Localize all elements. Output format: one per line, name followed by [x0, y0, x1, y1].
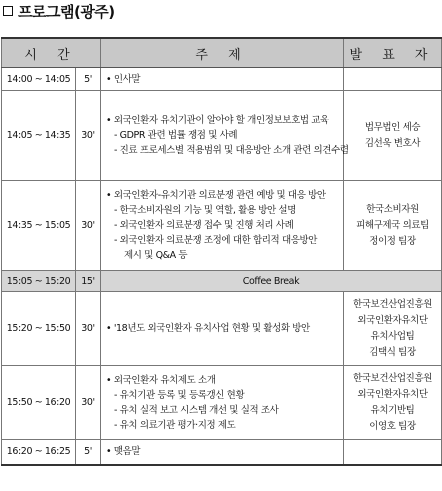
- topic-cell: [101, 91, 349, 181]
- speaker-line: 한국보건산업진흥원: [353, 298, 432, 310]
- duration-cell: 5': [76, 68, 101, 91]
- topic-subitem: - GDPR 관련 법률 쟁점 및 사례: [114, 130, 238, 141]
- duration-cell: 30': [76, 292, 101, 366]
- duration-cell: 5': [76, 440, 101, 465]
- topic-bullet: • 맺음말: [106, 446, 141, 458]
- duration-cell: 30': [76, 91, 101, 181]
- time-cell: 14:00 ~ 14:05: [2, 68, 76, 91]
- speaker-line: 유치사업팀: [370, 330, 415, 342]
- topic-bullet: • '18년도 외국인환자 유치사업 현황 및 활성화 방안: [106, 323, 310, 334]
- header-time: 시 간: [2, 38, 101, 68]
- topic-subitem: - 진료 프로세스별 적용범위 및 대응방안 소개 관련 의견수렴: [114, 145, 349, 156]
- topic-subitem: - 외국인환자 의료분쟁 조정에 대한 합리적 대응방안: [114, 235, 318, 246]
- table-row-break: [2, 271, 442, 292]
- topic-cell: [101, 181, 344, 271]
- speaker-line: 유치기반팀: [370, 404, 415, 416]
- speaker-cell: [344, 68, 442, 91]
- topic-bullet: • 외국인환자-유치기관 의료분쟁 관련 예방 및 대응 방안: [106, 190, 326, 201]
- speaker-cell: [344, 366, 442, 440]
- speaker-line: 한국보건산업진흥원: [353, 372, 432, 384]
- table-row: [2, 181, 442, 271]
- time-cell: 14:05 ~ 14:35: [2, 91, 76, 181]
- speaker-cell: [344, 440, 442, 465]
- speaker-line: 정이정 팀장: [369, 235, 416, 247]
- coffee-break-cell: Coffee Break: [101, 271, 442, 292]
- speaker-line: 김선욱 변호사: [364, 137, 421, 149]
- topic-cell: [101, 366, 344, 440]
- table-row: [2, 440, 442, 465]
- topic-subitem: - 외국인환자 의료분쟁 접수 및 진행 처리 사례: [114, 220, 294, 231]
- table-row: [2, 68, 442, 91]
- speaker-line: 외국인환자유치단: [357, 388, 428, 400]
- table-header-row: [2, 38, 442, 68]
- time-cell: 16:20 ~ 16:25: [2, 440, 76, 465]
- topic-cell: [101, 68, 344, 91]
- duration-cell: 30': [76, 366, 101, 440]
- topic-bullet: • 인사말: [106, 73, 141, 85]
- topic-subitem-continued: 제시 및 Q&A 등: [124, 250, 188, 261]
- time-cell: 15:50 ~ 16:20: [2, 366, 76, 440]
- table-row: [2, 366, 442, 440]
- page-title-text: 프로그램(광주): [18, 2, 115, 21]
- speaker-cell: [344, 91, 442, 181]
- speaker-line: 김택식 팀장: [369, 346, 416, 358]
- program-table: [1, 37, 442, 466]
- topic-cell: [101, 292, 344, 366]
- checkbox-square-icon: [3, 6, 13, 16]
- topic-bullet: • 외국인환자 유치기관이 알아야 할 개인정보보호법 교육: [106, 115, 329, 126]
- topic-cell: [101, 440, 344, 465]
- topic-subitem: - 유치 의료기관 평가·지정 제도: [114, 419, 236, 431]
- speaker-line: 이영호 팀장: [369, 420, 416, 432]
- topic-subitem: - 유치 실적 보고 시스템 개선 및 실적 조사: [114, 404, 279, 416]
- topic-subitem: - 한국소비자원의 기능 및 역할, 활용 방안 설명: [114, 205, 296, 216]
- topic-subitem: - 유치기관 등록 및 등록갱신 현황: [114, 389, 245, 401]
- header-speaker: 발 표 자: [344, 38, 442, 68]
- speaker-line: 한국소비자원: [366, 203, 419, 215]
- time-cell: 14:35 ~ 15:05: [2, 181, 76, 271]
- header-topic: 주 제: [101, 38, 344, 68]
- time-cell: 15:20 ~ 15:50: [2, 292, 76, 366]
- speaker-line: 법무법인 세승: [364, 121, 421, 133]
- duration-cell: 15': [76, 271, 101, 292]
- page-title: [3, 1, 115, 21]
- topic-bullet: • 외국인환자 유치제도 소개: [106, 374, 216, 386]
- speaker-cell: [344, 292, 442, 366]
- speaker-cell: [344, 181, 442, 271]
- speaker-line: 외국인환자유치단: [357, 314, 428, 326]
- table-row: [2, 91, 442, 181]
- table-row: [2, 292, 442, 366]
- speaker-line: 피해구제국 의료팀: [356, 219, 429, 231]
- duration-cell: 30': [76, 181, 101, 271]
- time-cell: 15:05 ~ 15:20: [2, 271, 76, 292]
